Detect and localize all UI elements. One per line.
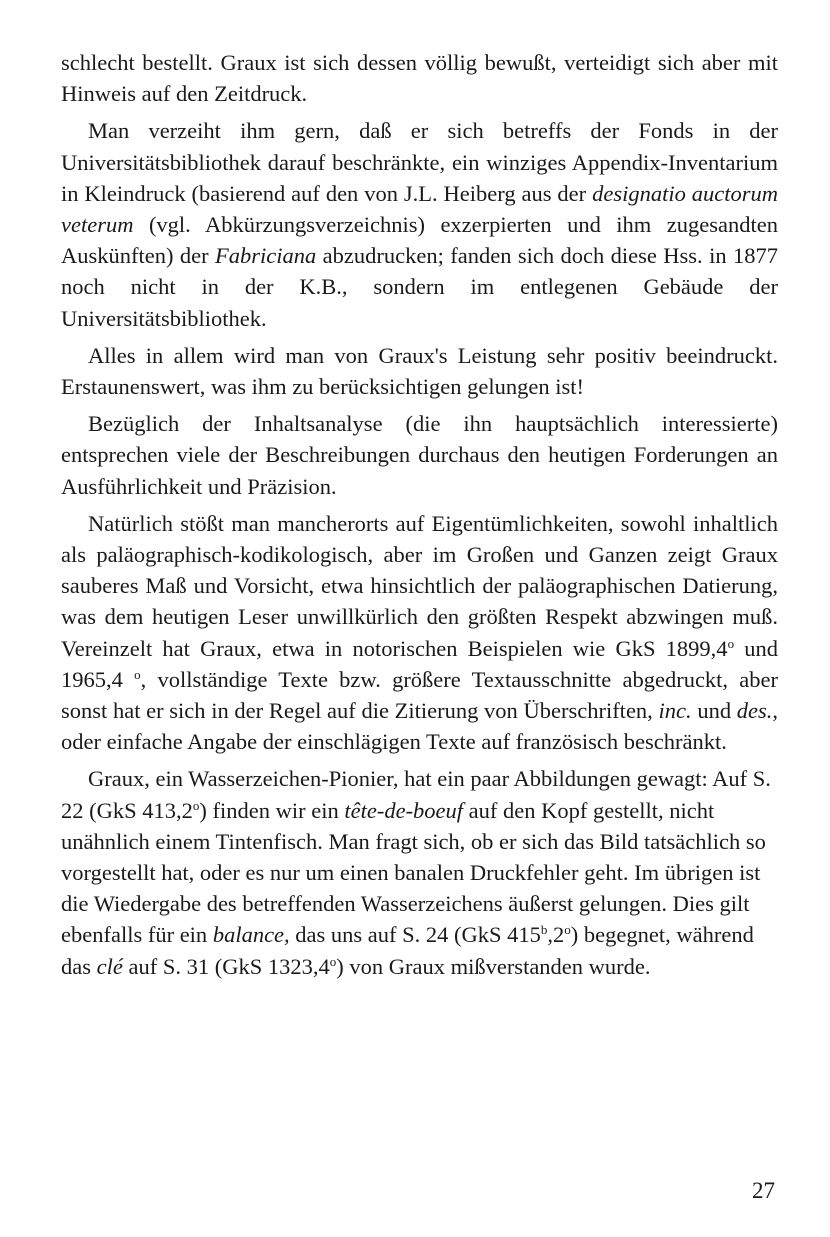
paragraph-5 <box>61 508 778 758</box>
superscript: o <box>329 953 337 969</box>
text-run: und <box>691 698 737 724</box>
text-run: das uns auf S. 24 (GkS 415 <box>289 922 541 948</box>
italic-term: inc. <box>658 698 692 724</box>
text-run: , oder einfache Angabe der einschlägigen Texte auf französisch beschränkt. <box>61 698 779 755</box>
superscript: o <box>134 666 141 682</box>
text-run: Bezüglich der Inhaltsanalyse (die ihn hauptsächlich interessierte) entsprechen viele der Beschreibungen durchaus den heutigen Forderungen an Ausführlichkeit und Präzision. <box>61 411 778 499</box>
text-run: ) von Graux mißverstanden wurde. <box>336 953 651 979</box>
italic-term: balance, <box>212 922 290 948</box>
text-run: auf den Kopf gestellt, nicht unähnlich einem Tintenfisch. Man fragt sich, ob er sich das Bild tatsächlich so vorgestellt hat, oder es nur um einen banalen Druckfehler geht. Im übrigen ist die Wiedergabe des betreffenden Wasserzeichens äußerst gelungen. Dies gilt ebenfalls für ein <box>61 797 766 948</box>
paragraph-3 <box>61 340 778 402</box>
superscript: o <box>192 797 200 813</box>
text-run: schlecht bestellt. Graux ist sich dessen völlig bewußt, verteidigt sich aber mit Hinweis auf den Zeitdruck. <box>61 50 778 107</box>
text-run: Man verzeiht ihm gern, daß er sich betreffs der Fonds in der Universitätsbibliothek darauf beschränkte, ein winziges Appendix-Inventarium in Kleindruck (basierend auf den von J.L. Heiberg aus der <box>61 118 778 206</box>
text-run: Natürlich stößt man mancherorts auf Eigentümlichkeiten, sowohl inhaltlich als paläographisch-kodikologisch, aber im Großen und Ganzen zeigt Graux sauberes Maß und Vorsicht, etwa hinsichtlich der paläographischen Datierung, was dem heutigen Leser unwillkürlich den größten Respekt abzwingen muß. Vereinzelt hat Graux, etwa in notorischen Beispielen wie GkS 1899,4 <box>61 510 778 661</box>
italic-term: clé <box>96 953 123 979</box>
text-run: abzudrucken; fanden sich doch diese Hss. in 1877 noch nicht in der K.B., sondern im entlegenen Gebäude der Universitätsbibliothek. <box>61 243 778 331</box>
text-run: und 1965,4 <box>61 635 779 692</box>
text-run: Graux, ein Wasserzeichen-Pionier, hat ein paar Abbildungen gewagt: Auf S. 22 (GkS 413,2 <box>61 766 771 823</box>
italic-term: designatio auctorum veterum <box>61 180 778 238</box>
text-run: ) begegnet, während das <box>61 922 754 979</box>
superscript: o <box>564 922 571 938</box>
page-body <box>61 47 778 988</box>
paragraph-6 <box>61 763 778 981</box>
text-run: ,2 <box>547 922 565 948</box>
paragraph-4 <box>61 408 778 502</box>
paragraph-2 <box>61 115 778 333</box>
page-number: 27 <box>752 1178 775 1203</box>
italic-term: Fabriciana <box>215 243 317 269</box>
superscript: o <box>727 635 735 651</box>
text-run: auf S. 31 (GkS 1323,4 <box>122 953 330 979</box>
italic-term: tête-de-boeuf <box>344 797 464 823</box>
text-run: , vollständige Texte bzw. größere Textausschnitte abgedruckt, aber sonst hat er sich in der Regel auf die Zitierung von Überschriften, <box>61 666 779 724</box>
paragraph-1 <box>61 47 778 109</box>
text-run: Alles in allem wird man von Graux's Leistung sehr positiv beeindruckt. Erstaunenswert, was ihm zu berücksichtigen gelungen ist! <box>61 342 778 400</box>
superscript: b <box>540 922 548 938</box>
text-run: ) finden wir ein <box>199 797 345 823</box>
text-run: (vgl. Abkürzungsverzeichnis) exzerpierten und ihm zugesandten Auskünften) der <box>61 212 778 269</box>
italic-term: des. <box>736 698 773 724</box>
